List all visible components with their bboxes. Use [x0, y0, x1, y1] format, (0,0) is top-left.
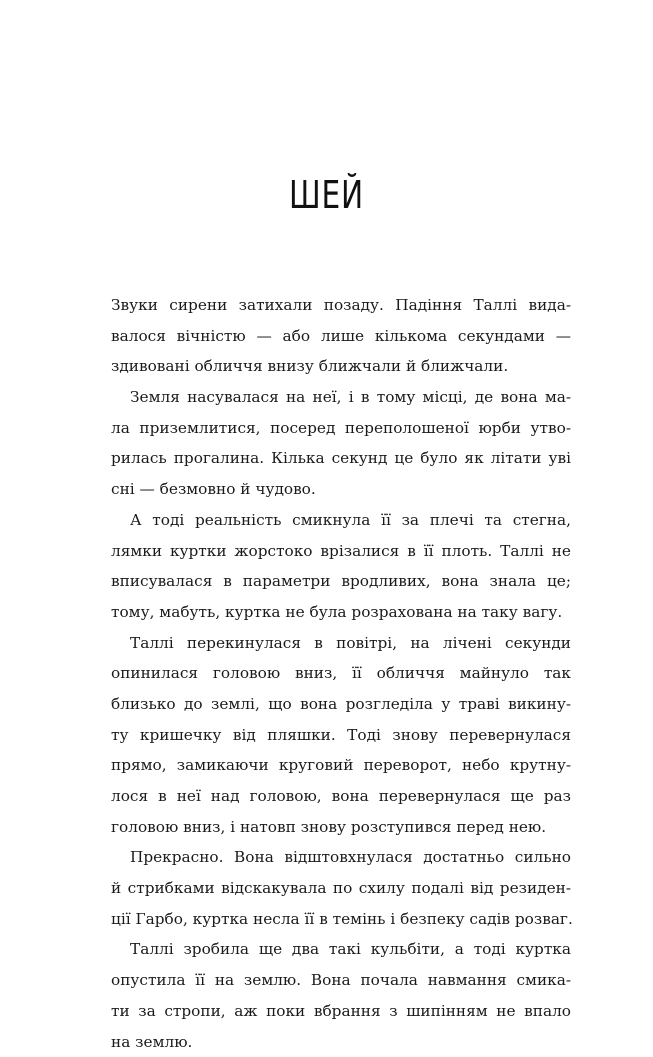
- text-line: Земля насувалася на неї, і в тому місці, де вона ма-: [111, 382, 571, 413]
- text-line: А тоді реальність смикнула її за плечі та стегна,: [111, 505, 571, 536]
- body-text: [111, 290, 571, 1057]
- chapter-title: ШЕЙ: [72, 176, 581, 214]
- text-line: й стрибками відскакувала по схилу подалі від резиден-: [111, 873, 571, 904]
- text-line: на землю.: [111, 1027, 571, 1057]
- text-line: вписувалася в параметри вродливих, вона знала це;: [111, 566, 571, 597]
- text-line: валося вічністю — або лише кількома секундами —: [111, 321, 571, 352]
- text-line: Таллі перекинулася в повітрі, на лічені секунди: [111, 628, 571, 659]
- text-line: ти за стропи, аж поки вбрання з шипінням не впало: [111, 996, 571, 1027]
- text-line: Таллі зробила ще два такі кульбіти, а тоді куртка: [111, 934, 571, 965]
- text-line: Прекрасно. Вона відштовхнулася достатньо сильно: [111, 842, 571, 873]
- text-line: опинилася головою вниз, її обличчя майнуло так: [111, 658, 571, 689]
- text-line: Звуки сирени затихали позаду. Падіння Таллі вида-: [111, 290, 571, 321]
- text-line: сні — безмовно й чудово.: [111, 474, 571, 505]
- text-line: близько до землі, що вона розгледіла у траві викину-: [111, 689, 571, 720]
- text-line: прямо, замикаючи круговий переворот, небо крутну-: [111, 750, 571, 781]
- text-line: здивовані обличчя внизу ближчали й ближчали.: [111, 351, 571, 382]
- text-line: рилась прогалина. Кілька секунд це було як літати уві: [111, 443, 571, 474]
- text-line: головою вниз, і натовп знову розступився перед нею.: [111, 812, 571, 843]
- text-line: опустила її на землю. Вона почала навмання смика-: [111, 965, 571, 996]
- text-line: лямки куртки жорстоко врізалися в її плоть. Таллі не: [111, 536, 571, 567]
- text-line: лося в неї над головою, вона перевернулася ще раз: [111, 781, 571, 812]
- text-line: ції Гарбо, куртка несла її в темінь і безпеку садів розваг.: [111, 904, 571, 935]
- text-line: тому, мабуть, куртка не була розрахована на таку вагу.: [111, 597, 571, 628]
- text-line: ла приземлитися, посеред переполошеної юрби утво-: [111, 413, 571, 444]
- text-line: ту кришечку від пляшки. Тоді знову перевернулася: [111, 720, 571, 751]
